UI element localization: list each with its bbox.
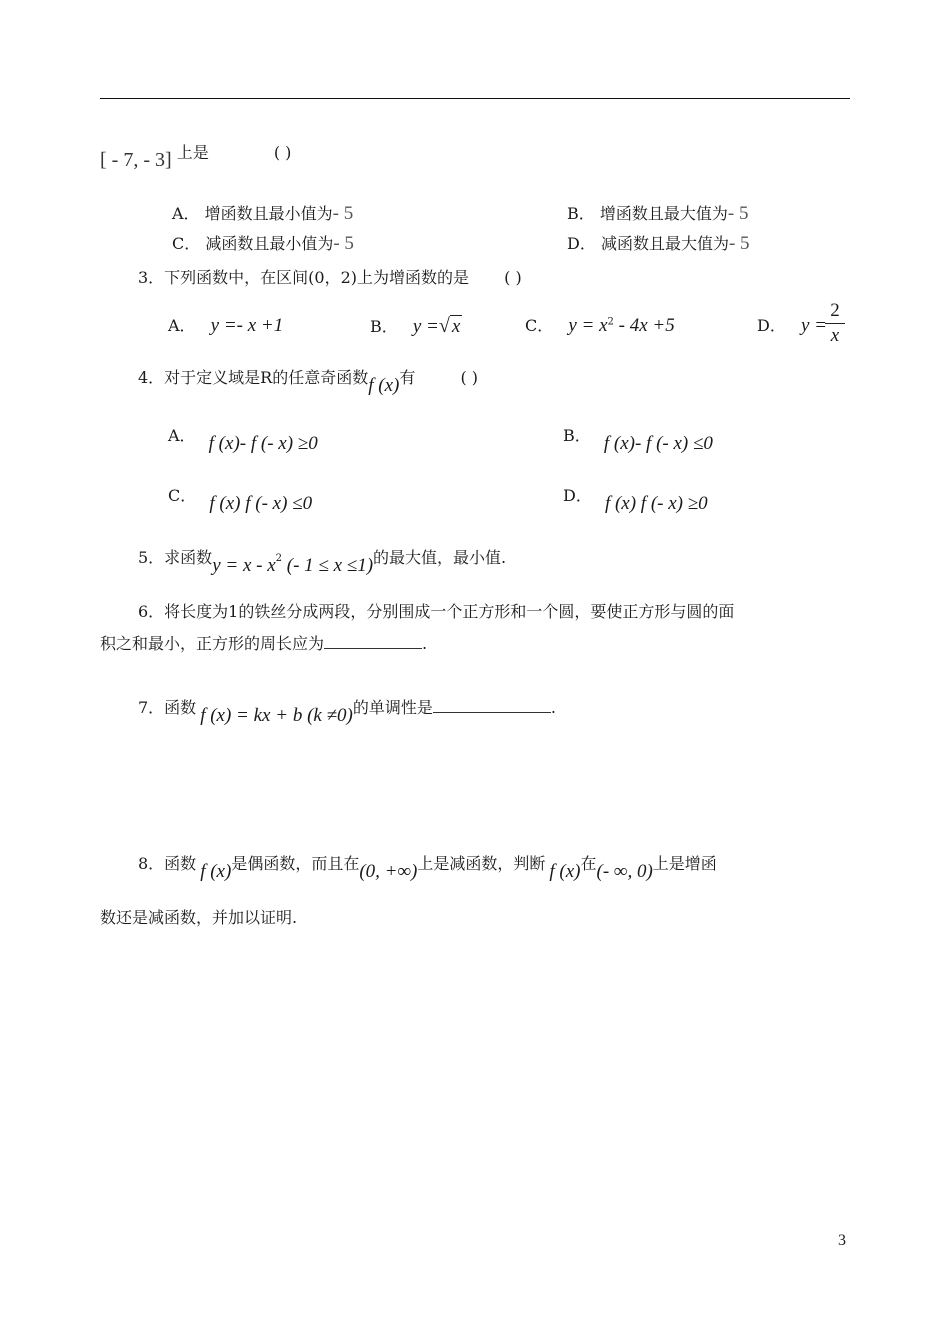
q2-stem-text: 上是 xyxy=(176,143,209,162)
q8-interval2: (- ∞, 0) xyxy=(596,861,653,882)
q5-stem xyxy=(138,548,507,576)
page-number: 3 xyxy=(838,1232,846,1249)
q2-a-text: 增函数且最小值为 xyxy=(204,204,333,223)
q3-stem-text: 3．下列函数中，在区间(0，2)上为增函数的是 xyxy=(138,268,470,287)
q2-d-label: D． xyxy=(567,234,596,253)
q4-option-b xyxy=(563,426,713,454)
q3-b-radicand: x xyxy=(451,316,461,337)
q4-option-a xyxy=(168,426,318,454)
q3-d-label: D． xyxy=(757,316,786,335)
q2-c-text: 减函数且最小值为 xyxy=(205,234,334,253)
q3-option-c xyxy=(525,316,675,335)
q3-c-expr: y = x xyxy=(568,315,608,336)
q2-a-value: - 5 xyxy=(332,203,354,224)
q2-option-d xyxy=(567,234,750,253)
q8-fx1: f (x) xyxy=(200,861,232,882)
q2-stem xyxy=(100,143,292,171)
q4-a-expr: f (x)- f (- x) ≥0 xyxy=(208,433,318,454)
q8-text4: 在 xyxy=(580,854,597,873)
q2-paren: ( ) xyxy=(273,143,292,162)
q4-b-expr: f (x)- f (- x) ≤0 xyxy=(603,433,713,454)
q4-fx: f (x) xyxy=(368,375,400,396)
q4-a-label: A． xyxy=(168,426,196,445)
q4-option-d xyxy=(563,486,708,514)
q3-stem xyxy=(138,270,522,286)
q6-line1: 6．将长度为1的铁丝分成两段，分别围成一个正方形和一个圆，要使正方形与圆的面 xyxy=(138,602,735,621)
q5-expr-domain: (- 1 ≤ x ≤1) xyxy=(282,555,374,576)
q4-d-label: D． xyxy=(563,486,592,505)
q6-line2-text: 积之和最小，正方形的周长应为 xyxy=(100,634,325,653)
q7-answer-blank[interactable] xyxy=(433,698,551,713)
q2-option-b xyxy=(567,204,748,223)
q8-line2: 数还是减函数，并加以证明. xyxy=(100,908,298,927)
q8-text3: 上是减函数，判断 xyxy=(417,854,546,873)
q2-d-value: - 5 xyxy=(728,233,750,254)
q2-b-text: 增函数且最大值为 xyxy=(599,204,728,223)
q4-c-expr: f (x) f (- x) ≤0 xyxy=(209,493,313,514)
header-rule xyxy=(100,98,850,99)
q2-a-label: A． xyxy=(172,204,200,223)
q4-paren: ( ) xyxy=(460,368,479,387)
q5-tail: 的最大值，最小值. xyxy=(373,548,507,567)
q8-text2: 是偶函数，而且在 xyxy=(231,854,360,873)
q2-b-value: - 5 xyxy=(727,203,749,224)
q5-expr: y = x - x xyxy=(212,555,276,576)
q8-line1 xyxy=(138,854,717,882)
q3-d-denominator: x xyxy=(830,325,840,346)
q5-exponent: 2 xyxy=(275,552,283,564)
q3-option-a xyxy=(168,316,283,335)
q2-d-text: 减函数且最大值为 xyxy=(600,234,729,253)
q8-fx2: f (x) xyxy=(549,861,581,882)
q2-option-c xyxy=(172,234,354,253)
q2-b-label: B． xyxy=(567,204,595,223)
q7-tail: 的单调性是 xyxy=(352,698,433,717)
q3-d-fraction xyxy=(825,300,845,347)
q6-line2 xyxy=(100,634,427,652)
q4-option-c xyxy=(168,486,313,514)
q3-a-expr: y =- x +1 xyxy=(210,315,284,336)
q2-c-label: C． xyxy=(172,234,201,253)
q3-d-y: y = xyxy=(800,315,827,336)
q2-option-a xyxy=(172,204,353,223)
q3-c-exponent: 2 xyxy=(607,316,614,328)
q7-stem xyxy=(138,698,556,726)
q8-stem-text: 8．函数 xyxy=(138,854,197,873)
q7-expr: f (x) = kx + b (k ≠0) xyxy=(200,705,353,726)
q4-stem-text: 4．对于定义域是R的任意奇函数 xyxy=(138,368,369,387)
q3-b-y: y = xyxy=(412,316,439,337)
q4-stem xyxy=(138,368,479,396)
q3-b-label: B． xyxy=(370,317,398,336)
q3-option-b: B． y =√ x xyxy=(370,315,461,337)
q4-c-label: C． xyxy=(168,486,197,505)
q3-c-label: C． xyxy=(525,316,554,335)
q7-stem-text: 7．函数 xyxy=(138,698,197,717)
q3-a-label: A． xyxy=(168,316,196,335)
q4-d-expr: f (x) f (- x) ≥0 xyxy=(604,493,708,514)
q6-answer-blank[interactable] xyxy=(324,634,422,649)
q7-end: . xyxy=(550,698,556,717)
q3-paren: ( ) xyxy=(504,268,522,287)
q6-end: . xyxy=(422,634,428,653)
q2-interval: [ - 7, - 3] xyxy=(100,149,172,171)
q4-stem-tail: 有 xyxy=(399,368,416,387)
q8-text5: 上是增函 xyxy=(652,854,717,873)
q5-stem-text: 5．求函数 xyxy=(138,548,213,567)
q3-c-expr-tail: - 4x +5 xyxy=(613,315,675,336)
q8-interval1: (0, +∞) xyxy=(359,861,418,882)
q4-b-label: B． xyxy=(563,426,591,445)
q3-option-d xyxy=(757,316,827,335)
q2-c-value: - 5 xyxy=(333,233,354,254)
q3-d-numerator: 2 xyxy=(830,300,840,321)
